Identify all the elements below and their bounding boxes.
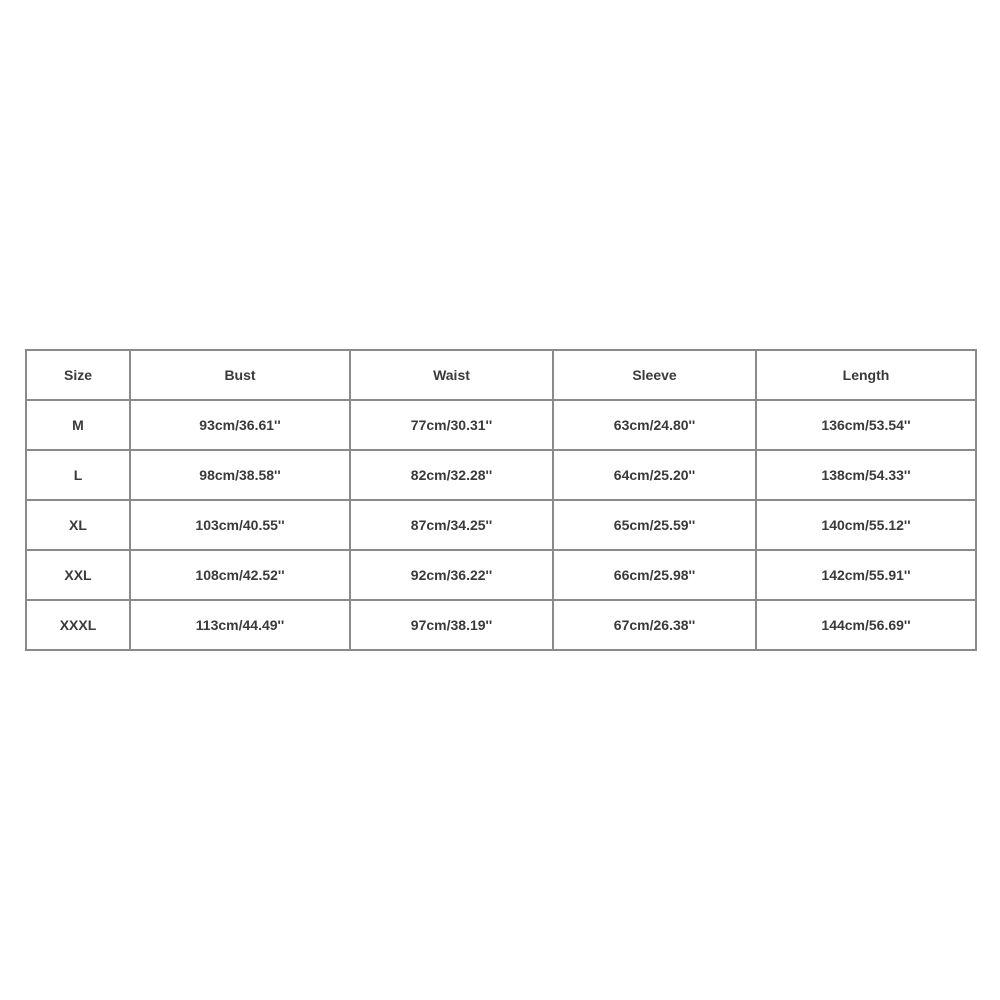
header-length: Length (756, 350, 976, 400)
cell-waist: 77cm/30.31'' (350, 400, 553, 450)
header-row (26, 350, 976, 400)
cell-size: L (26, 450, 130, 500)
cell-sleeve: 66cm/25.98'' (553, 550, 756, 600)
header-bust: Bust (130, 350, 350, 400)
cell-sleeve: 65cm/25.59'' (553, 500, 756, 550)
cell-length: 142cm/55.91'' (756, 550, 976, 600)
cell-waist: 92cm/36.22'' (350, 550, 553, 600)
cell-length: 138cm/54.33'' (756, 450, 976, 500)
cell-length: 144cm/56.69'' (756, 600, 976, 650)
header-sleeve: Sleeve (553, 350, 756, 400)
cell-sleeve: 67cm/26.38'' (553, 600, 756, 650)
cell-length: 140cm/55.12'' (756, 500, 976, 550)
cell-waist: 87cm/34.25'' (350, 500, 553, 550)
header-waist: Waist (350, 350, 553, 400)
cell-bust: 113cm/44.49'' (130, 600, 350, 650)
table-row (26, 500, 976, 550)
cell-size: XXL (26, 550, 130, 600)
cell-sleeve: 64cm/25.20'' (553, 450, 756, 500)
cell-sleeve: 63cm/24.80'' (553, 400, 756, 450)
size-chart-table (25, 349, 977, 651)
cell-bust: 93cm/36.61'' (130, 400, 350, 450)
cell-waist: 82cm/32.28'' (350, 450, 553, 500)
cell-waist: 97cm/38.19'' (350, 600, 553, 650)
table-row (26, 400, 976, 450)
table-row (26, 550, 976, 600)
cell-bust: 103cm/40.55'' (130, 500, 350, 550)
header-size: Size (26, 350, 130, 400)
cell-size: XXXL (26, 600, 130, 650)
cell-size: XL (26, 500, 130, 550)
cell-bust: 98cm/38.58'' (130, 450, 350, 500)
table-row (26, 450, 976, 500)
cell-length: 136cm/53.54'' (756, 400, 976, 450)
table-row (26, 600, 976, 650)
cell-size: M (26, 400, 130, 450)
cell-bust: 108cm/42.52'' (130, 550, 350, 600)
